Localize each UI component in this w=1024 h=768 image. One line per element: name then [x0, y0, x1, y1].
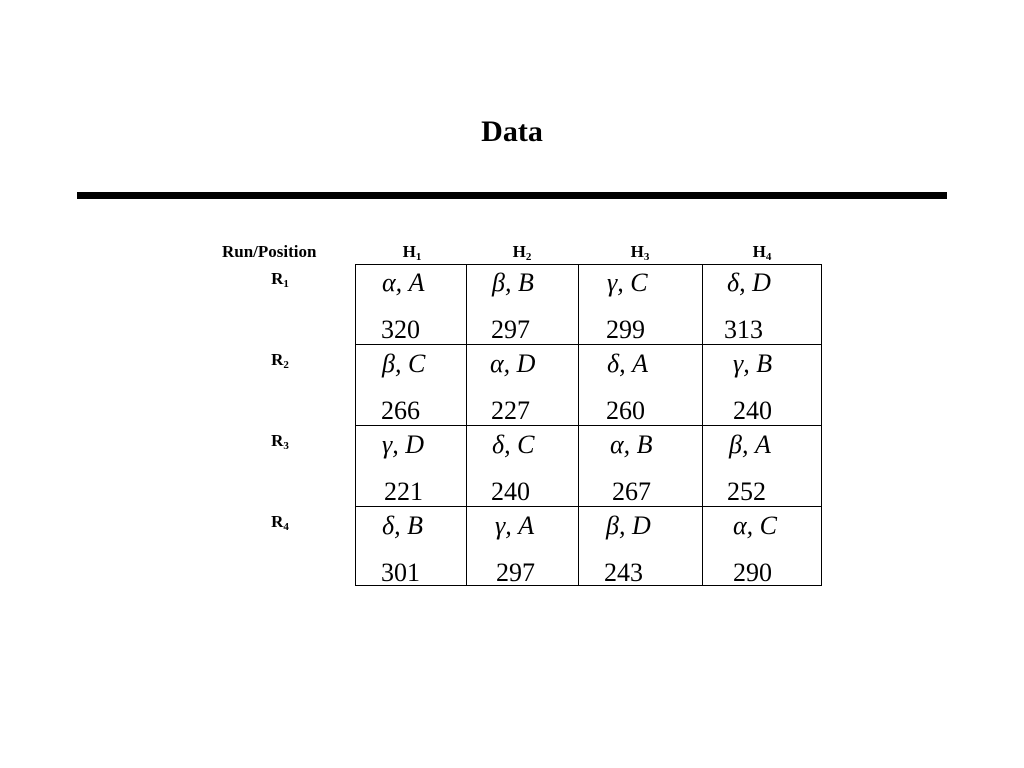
row-label-letter: R [271, 512, 284, 531]
row-label-letter: R [271, 350, 284, 369]
slide-title: Data [481, 115, 543, 148]
row-label-letter: R [271, 431, 284, 450]
cell-value: 290 [733, 558, 772, 587]
cell-value: 267 [612, 477, 651, 506]
cell-value: 243 [604, 558, 643, 587]
row-label-r3 [265, 430, 295, 452]
row-label-subscript: 1 [283, 278, 289, 290]
column-header-h3 [610, 241, 670, 263]
cell-value: 260 [606, 396, 645, 425]
cell-treatment: α, B [610, 430, 653, 459]
column-header-letter: H [512, 242, 526, 261]
column-header-subscript: 4 [765, 251, 772, 263]
cell-treatment: β, A [729, 430, 771, 459]
column-header-letter: H [402, 242, 416, 261]
cell-treatment: β, C [382, 349, 426, 378]
cell-treatment: γ, D [382, 430, 425, 459]
column-header-subscript: 1 [415, 251, 422, 263]
cell-treatment: α, C [733, 511, 777, 540]
cell-value: 240 [733, 396, 772, 425]
row-label-subscript: 2 [283, 359, 289, 371]
cell-treatment: α, A [382, 268, 425, 297]
cell-value: 297 [496, 558, 535, 587]
column-header-letter: H [630, 242, 644, 261]
corner-header-label: Run/Position [222, 242, 317, 261]
column-header-h2 [492, 241, 552, 263]
cell-treatment: δ, C [492, 430, 535, 459]
cell-treatment: β, B [492, 268, 534, 297]
cell-value: 252 [727, 477, 766, 506]
row-label-letter: R [271, 269, 284, 288]
row-label-subscript: 3 [283, 440, 289, 452]
cell-value: 221 [384, 477, 423, 506]
cell-value: 301 [381, 558, 420, 587]
cell-value: 320 [381, 315, 420, 344]
column-header-h1 [382, 241, 442, 263]
cell-treatment: β, D [606, 511, 651, 540]
title-divider [77, 192, 947, 199]
cell-treatment: δ, A [607, 349, 648, 378]
column-header-subscript: 2 [525, 251, 532, 263]
cell-value: 240 [491, 477, 530, 506]
cell-value: 227 [491, 396, 530, 425]
cell-value: 299 [606, 315, 645, 344]
row-label-r2 [265, 349, 295, 371]
row-label-subscript: 4 [283, 521, 289, 533]
cell-value: 297 [491, 315, 530, 344]
cell-value: 313 [724, 315, 763, 344]
cell-value: 266 [381, 396, 420, 425]
cell-treatment: γ, B [733, 349, 773, 378]
cell-treatment: γ, A [495, 511, 535, 540]
cell-treatment: γ, C [607, 268, 648, 297]
column-header-letter: H [752, 242, 766, 261]
column-header-subscript: 3 [643, 251, 650, 263]
row-label-r4 [265, 511, 295, 533]
cell-treatment: δ, D [727, 268, 771, 297]
row-label-r1 [265, 268, 295, 290]
cell-treatment: α, D [490, 349, 536, 378]
cell-treatment: δ, B [382, 511, 423, 540]
column-header-h4 [732, 241, 792, 263]
